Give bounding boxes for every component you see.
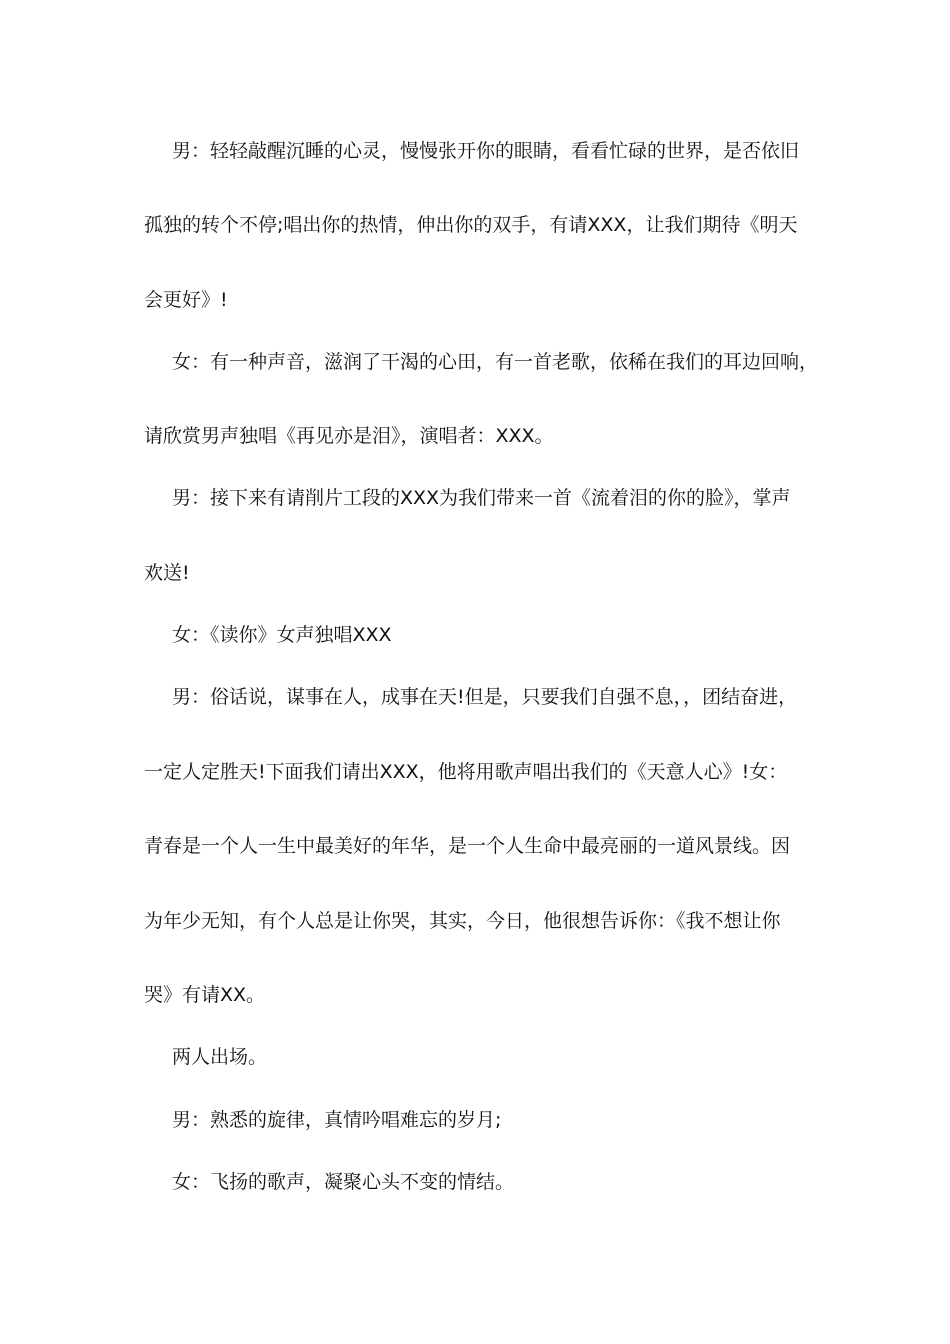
text-line: 女：飞扬的歌声，凝聚心头不变的情结。 [172, 1171, 515, 1193]
text-line: 孤独的转个不停;唱出你的热情，伸出你的双手，有请XXX，让我们期待《明天 [144, 214, 798, 236]
text-line: 欢送! [144, 562, 190, 584]
text-line: 女：《读你》女声独唱XXX [172, 624, 392, 646]
text-line: 男：轻轻敲醒沉睡的心灵，慢慢张开你的眼睛，看看忙碌的世界，是否依旧 [172, 140, 800, 162]
text-line: 两人出场。 [172, 1046, 268, 1068]
text-line: 男：接下来有请削片工段的XXX为我们带来一首《流着泪的你的脸》，掌声 [172, 487, 791, 509]
text-line: 会更好》! [144, 289, 228, 311]
text-line: 男：俗话说，谋事在人，成事在天!但是，只要我们自强不息，，团结奋进， [172, 686, 798, 708]
text-line: 男：熟悉的旋律，真情吟唱难忘的岁月; [172, 1109, 502, 1131]
text-line: 哭》有请XX。 [144, 984, 266, 1006]
text-line: 女：有一种声音，滋润了干渴的心田，有一首老歌，依稀在我们的耳边回响， [172, 351, 819, 373]
text-line: 一定人定胜天!下面我们请出XXX，他将用歌声唱出我们的《天意人心》!女： [144, 761, 788, 783]
text-line: 为年少无知，有个人总是让你哭，其实，今日，他很想告诉你：《我不想让你 [144, 910, 781, 932]
text-line: 青春是一个人一生中最美好的年华，是一个人生命中最亮丽的一道风景线。因 [144, 835, 791, 857]
text-line: 请欣赏男声独唱《再见亦是泪》，演唱者：XXX。 [144, 425, 554, 447]
